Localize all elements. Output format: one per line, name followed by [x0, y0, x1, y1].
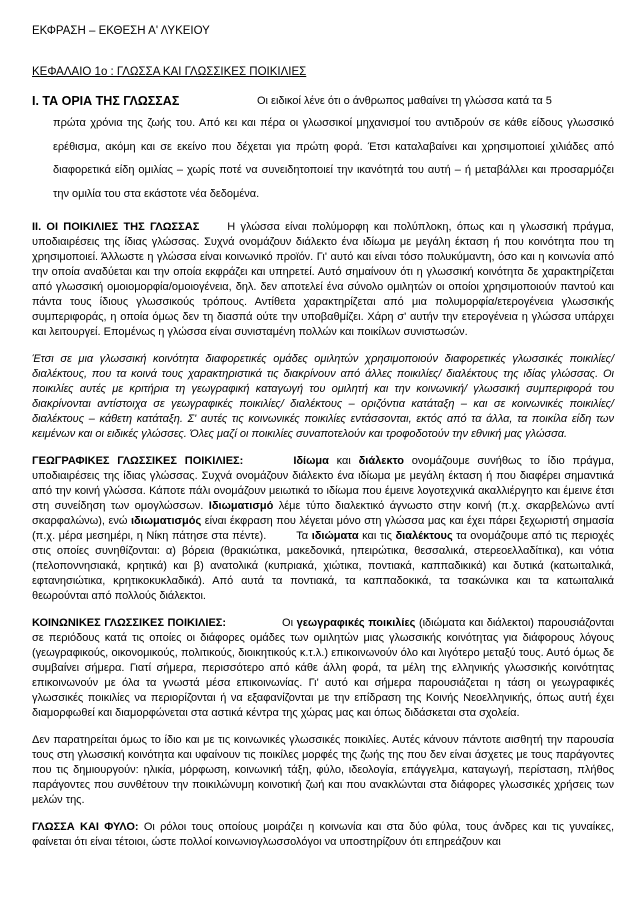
term-dialekto: διάλεκτο	[358, 455, 404, 467]
document-title: ΕΚΦΡΑΣΗ – ΕΚΘΕΣΗ Α' ΛΥΚΕΙΟΥ	[32, 25, 210, 37]
term-idioma: Ιδίωμα	[293, 455, 329, 467]
geo-text-3: είναι έκφραση που λέγεται μόνο στη γλώσσα μας και έχει πάρει ξεχωριστή σημασία (π.χ. μέρα μεσημέρι, η Νίκη πάτησε στα πέντε).	[32, 515, 614, 542]
section-2-text: Η γλώσσα είναι πολύμορφη και πολύπλοκη, όπως και η γλωσσική πράγμα, υποδιαιρέσεις της ίδιας γλώσσας. Συχνά ονομάζουν διάλεκτο ένα ιδίωμα με μεγάλη έκταση ή που κοινότητα που τη χρησιμοποιεί. Άλλωστε η γλώσσα είναι κοινωνικό προϊόν. Γι' αυτό και είναι τόσο πολυκύμαντη, όσο και η κοινωνία από την οποία αναδύεται και την οποία εκφράζει και υπηρετεί. Αυτό σημαίνουν ότι η γλωσσική κοινότητα δε χαρακτηρίζεται από γλωσσική ομοιομορφία/ομοιογένεια, δηλ. δεν αποτελεί ένα σύνολο ομιλητών οι οποίοι χρησιμοποιούν παντού και πάντα τους ίδιους γλωσσικούς τρόπους. Αντίθετα χαρακτηρίζεται από μια πολυμορφία/ετερογένεια γλωσσικής συμπεριφοράς, η οποία όμως δεν τη διασπά ούτε την υποβαθμίζει. Χάρη σ' αυτήν την ετερογένεια η γλώσσα υπάρχει και λειτουργεί. Επομένως η γλώσσα είναι συνισταμένη πολλών και ποικίλων συνιστωσών.	[32, 221, 614, 338]
term-idiomatismos: ιδιωματισμός	[130, 515, 202, 527]
section-1-first-line: Οι ειδικοί λένε ότι ο άνθρωπος μαθαίνει τη γλώσσα κατά τα 5	[257, 95, 552, 107]
term-geographic-varieties: γεωγραφικές ποικιλίες	[296, 617, 416, 629]
social-heading: ΚΟΙΝΩΝΙΚΕΣ ΓΛΩΣΣΙΚΕΣ ΠΟΙΚΙΛΙΕΣ:	[32, 617, 227, 629]
term-idiomata: ιδιώματα	[311, 530, 359, 542]
section-1-body: πρώτα χρόνια της ζωής του. Από κει και πέρα οι γλωσσικοί μηχανισμοί του αντιδρούν σε κάθε είδους γλωσσικό ερέθισμα, ακόμη και σε εκείνο που δέχεται για πρώτη φορά. Έτσι καταλαβαίνει και χρησιμοποιεί χιλιάδες από διαφορετικά είδη ομιλίας – χωρίς ποτέ να συνειδητοποιεί την ικανότητά του αυτή – ή μεταβάλλει και προσαρμόζει την ομιλία του στα εκάστοτε νέα δεδομένα.	[53, 117, 614, 200]
geo-text-2: λέμε τύπο διαλεκτικό άγνωστο στην κοινή (π.χ. σκαρβελώνω αντί σκαρφαλώνω), ενώ	[32, 500, 615, 527]
section-limits-of-language	[32, 93, 614, 206]
gender-text: Οι ρόλοι τους οποίους μοιράζει η κοινωνία και στα δύο φύλα, τους άνδρες και τις γυναίκες, φαίνεται ότι είναι τέτοιοι, ώστε πολλοί κοινωνιογλωσσολόγοι να υποστηρίζουν ότι επηρεάζουν και	[32, 821, 614, 848]
term-idiomatismo: Ιδιωματισμό	[208, 500, 274, 512]
geo-text-1: ονομάζουμε συνήθως το ίδιο πράγμα, υποδιαιρέσεις της ίδιας γλώσσας. Συχνά ονομάζουν διάλεκτο ένα ιδίωμα με μεγάλη έκταση ή που διαφέρει σημαντικά από την κοινή γλώσσα. Κάποτε πάλι ονομάζουν μειωτικά το ιδίωμα που έμεινε λογοτεχνικά ακαλλιέργητο και έμεινε έτσι στη συνείδηση των ομογλώσσων.	[32, 455, 615, 512]
gender-heading: ΓΛΩΣΣΑ ΚΑΙ ΦΥΛΟ:	[32, 821, 139, 833]
section-1-heading: Ι. ΤΑ ΟΡΙΑ ΤΗΣ ΓΛΩΣΣΑΣ	[32, 94, 180, 108]
social-varieties-paragraph	[32, 616, 614, 721]
geo-text-6: τα ονομάζουμε από τις περιοχές στις οποίες συνηθίζονται: α) βόρεια (θρακιώτικα, μακεδονικά, ηπειρώτικα, θεσσαλικά, στερεοελλαδίτικα), και νότια (πελοποννησιακά, κρητικά) και β) ανατολικά (κυπριακά, χιώτικα, ποντιακά, καππαδικικά) και δυτικά (κατωιταλικά, εφτανησιώτικα, κρητικοκυκλαδικά). Από αυτά τα ποντιακά, τα καππαδοκικά, τα τσακώνικα και τα κατωιταλικά θεωρούνται από πολλούς διάλεκτοι.	[32, 530, 614, 602]
geo-text-4: Τα	[296, 530, 309, 542]
term-dialektous: διαλέκτους	[395, 530, 453, 542]
section-2-heading: ΙΙ. ΟΙ ΠΟΙΚΙΛΙΕΣ ΤΗΣ ΓΛΩΣΣΑΣ	[32, 221, 200, 233]
language-and-gender-paragraph	[32, 820, 614, 850]
italic-paragraph: Έτσι σε μια γλωσσική κοινότητα διαφορετικές ομάδες ομιλητών χρησιμοποιούν διαφορετικές γλωσσικές ποικιλίες/ διαλέκτους, που τα κοινά τους χαρακτηριστικά τις διακρίνουν από άλλες ποικιλίες/ διαλέκτους της ιδίας γλώσσας. Οι ποικιλίες αυτές με κριτήρια τη γεωγραφική καταγωγή του ομιλητή και την κοινωνική/ γλωσσική συμπεριφορά του διακρίνονται αντίστοιχα σε γεωγραφικές ποικιλίες/ διαλέκτους – οριζόντια κατάταξη – και σε κοινωνικές ποικιλίες/ διαλέκτους – κάθετη κατάταξη. Σ' αυτές τις κοινωνικές ποικιλίες εντάσσονται, εκτός από τα άλλα, τα ποικίλα είδη των κειμένων και οι ειδικές γλώσσες. Όλες μαζί οι ποικιλίες συναποτελούν και τροφοδοτούν την εθνική μας γλώσσα.	[32, 353, 614, 440]
social-text-1: (ιδιώματα και διάλεκτοι) παρουσιάζονται σε περιόδους κατά τις οποίες οι διάφορες ομάδες των ομιλητών μιας γλωσσικής κοινότητας για διάφορους λόγους (γεωγραφικούς, οικονομικούς, πολιτικούς, διοικητικούς κ.τ.λ.) επικοινωνούν όλο και λιγότερο μεταξύ τους. Αυτό όμως δε συμβαίνει σήμερα. Γιατί σήμερα, περισσότερο από κάθε άλλη φορά, τα μέλη της ελληνικής γλωσσικής κοινότητας επικοινωνούν με όλα τα γνωστά μέσα επικοινωνίας. Γι' αυτό και σήμερα παρουσιάζεται η τάση οι γεωγραφικές γλωσσικές ποικιλίες να περιορίζονται ή να εξαφανίζονται με την επίδραση της Κοινής Νεοελληνικής, όπως αυτή έχει διαμορφωθεί και διαμορφώνεται στα αστικά κέντρα της χώρας μας και όπως διδάσκεται στα σχολεία.	[32, 617, 614, 719]
geo-text-kai: και	[336, 455, 351, 467]
social-text-0: Οι	[282, 617, 294, 629]
geo-text-5: και τις	[362, 530, 392, 542]
social-varieties-paragraph-2: Δεν παρατηρείται όμως το ίδιο και με τις κοινωνικές γλωσσικές ποικιλίες. Αυτές κάνουν πάντοτε αισθητή την παρουσία τους στη γλωσσική κοινότητα και υφαίνουν τις ποικίλες μορφές της ζωής της που δεν είναι άσχετες με τους παράγοντες που τις δημιουργούν: ηλικία, μόρφωση, κοινωνική τάξη, φύλο, ιδεολογία, επάγγελμα, καταγωγή, περίσταση, πλήθος παράγοντες που συνθέτουν την ποικιλώνυμη κοινοτική ζωή και που ανακλώνται στα διάφορες γλωσσικές χρήσεις των μελών της.	[32, 734, 614, 806]
geographic-heading: ΓΕΩΓΡΑΦΙΚΕΣ ΓΛΩΣΣΙΚΕΣ ΠΟΙΚΙΛΙΕΣ:	[32, 455, 244, 467]
geographic-varieties-paragraph	[32, 454, 614, 604]
section-1-heading-line	[32, 93, 614, 109]
section-varieties-paragraph	[32, 220, 614, 340]
chapter-title: ΚΕΦΑΛΑΙΟ 1ο : ΓΛΩΣΣΑ ΚΑΙ ΓΛΩΣΣΙΚΕΣ ΠΟΙΚΙΛΙΕΣ	[32, 66, 307, 78]
document-page	[32, 24, 614, 862]
